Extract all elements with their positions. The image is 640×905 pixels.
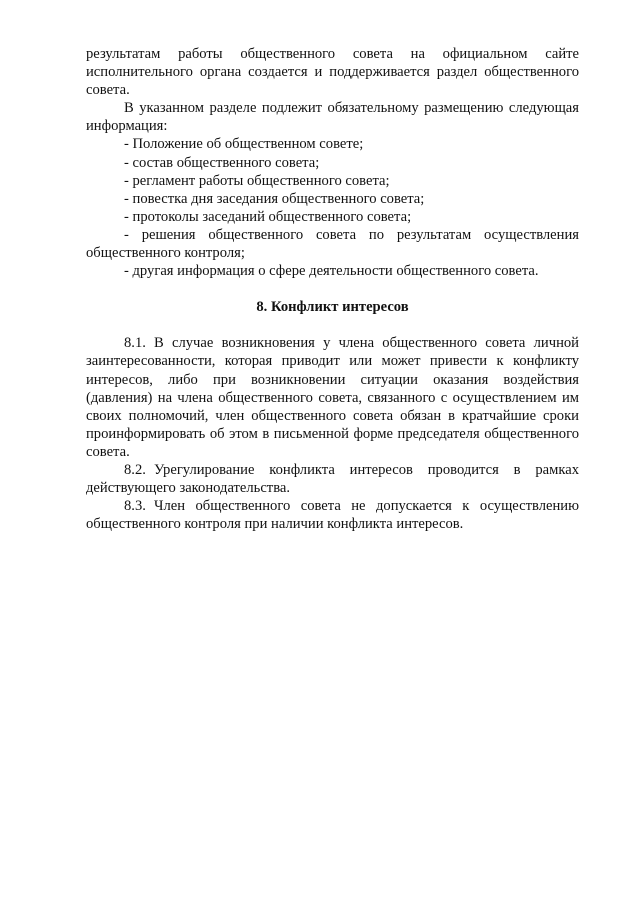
clause-8-2 [86,461,579,497]
list-item: - другая информация о сфере деятельности общественного совета. [124,263,539,280]
list-item: - протоколы заседаний общественного совета; [124,208,412,225]
list-item: - Положение об общественном совете; [124,136,364,153]
section-heading: 8. Конфликт интересов [256,299,409,316]
clause-number: 8.2. [124,461,146,478]
clause-text: Член общественного совета не допускается к осуществлению общественного контроля при наличии конфликта интересов. [86,498,579,533]
list-item: - повестка дня заседания общественного совета; [124,190,425,207]
list-item: - решения общественного совета по результатам осуществления общественного контроля; [86,226,579,262]
spacer [86,280,579,298]
spacer [86,316,579,334]
clause-text: В случае возникновения у члена общественного совета личной заинтересованности, которая приводит или может привести к конфликту интересов, либо при возникновении ситуации оказания воздействия (давления) на члена общественного совета, связанного с осуществлением им своих полномочий, член общественного совета обязан в кратчайшие сроки проинформировать об этом в письменной форме председателя общественного совета. [86,335,579,460]
clause-text: Урегулирование конфликта интересов проводится в рамках действующего законодательства. [86,461,579,497]
clause-8-1 [86,334,579,461]
document-body [86,45,579,533]
list-item: - состав общественного совета; [124,154,320,171]
intro-paragraph: В указанном разделе подлежит обязательному размещению следующая информация: [86,100,579,135]
list-item: - регламент работы общественного совета; [124,172,390,189]
continuation-paragraph: результатам работы общественного совета на официальном сайте исполнительного органа создается и поддерживается раздел общественного совета. [86,46,579,99]
clause-number: 8.1. [124,335,146,352]
clause-8-3 [86,497,579,533]
clause-number: 8.3. [124,498,146,515]
